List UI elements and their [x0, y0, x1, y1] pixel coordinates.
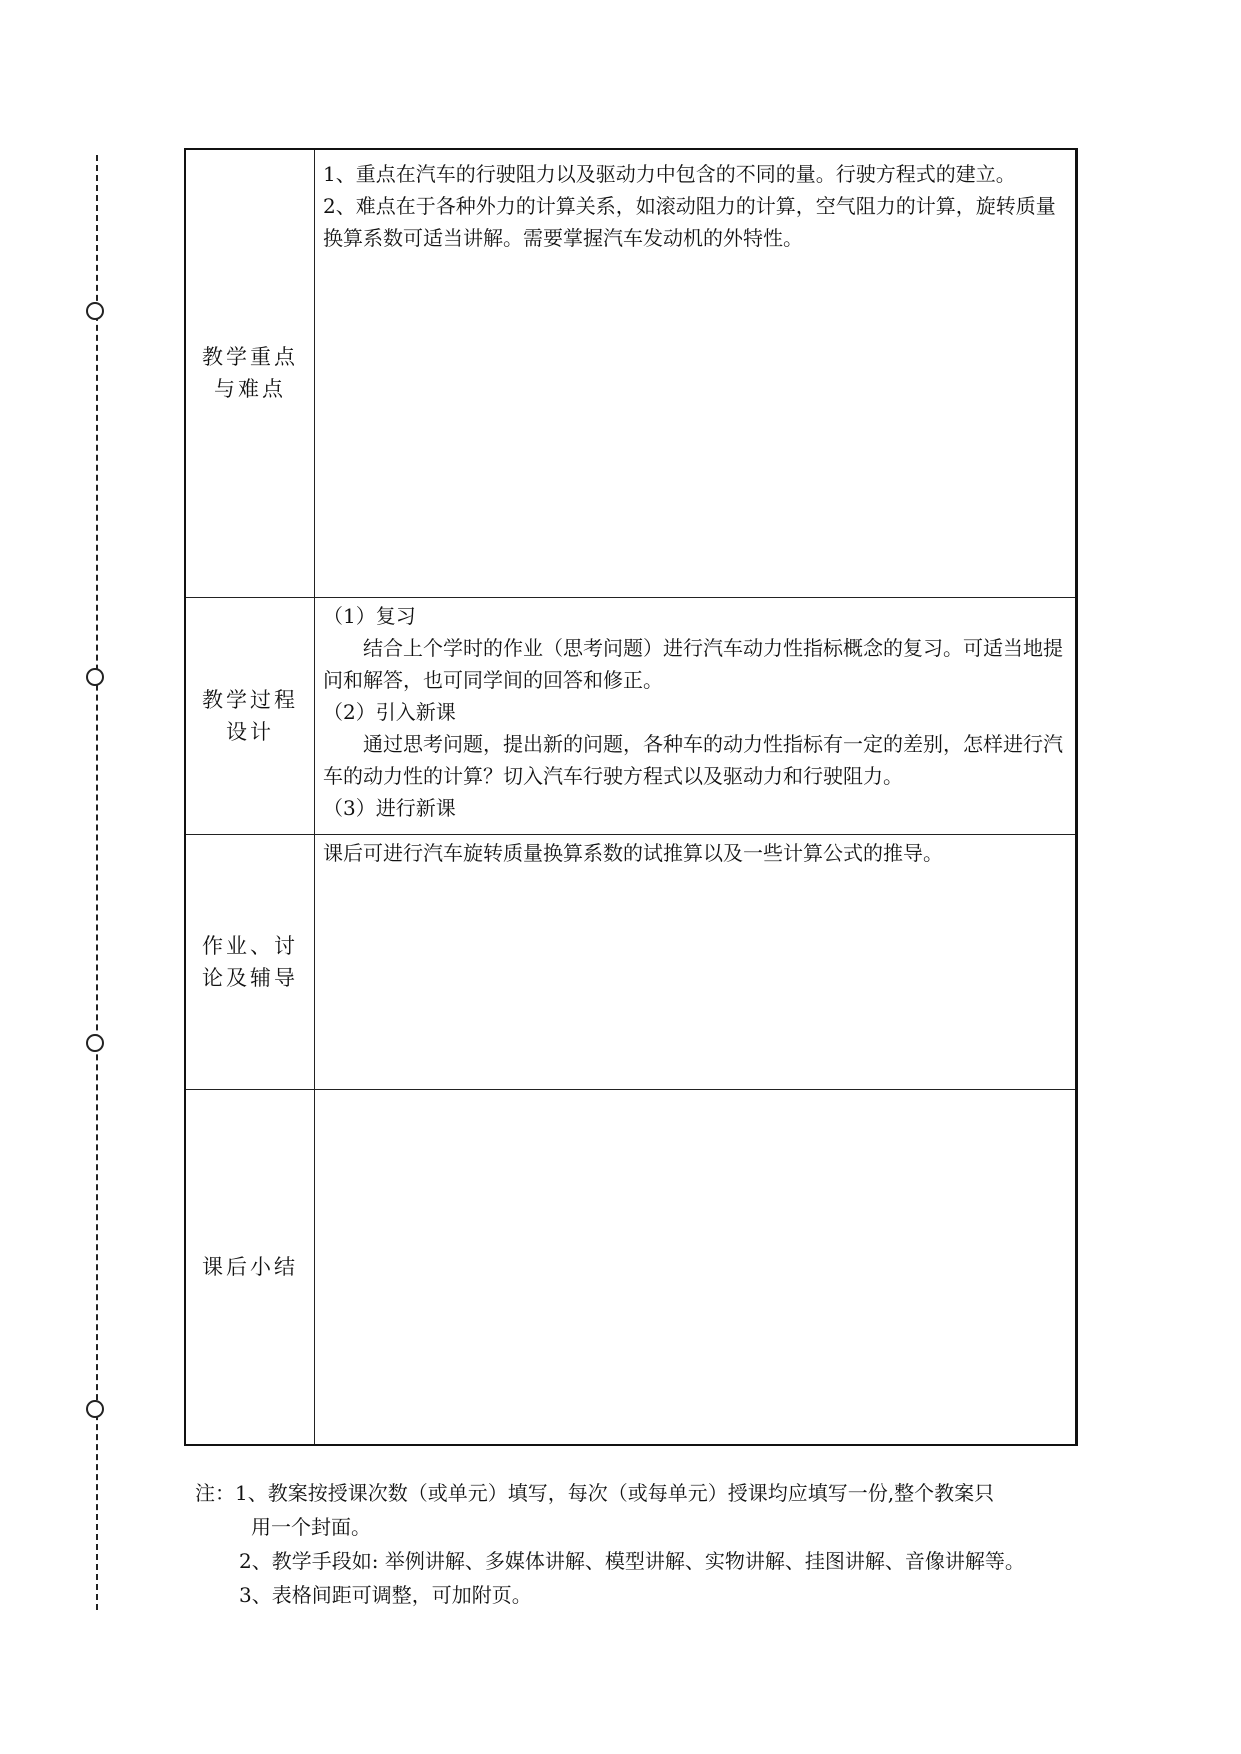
label-homework: [185, 834, 315, 1089]
content-process-design: [315, 597, 1077, 834]
process-review-text: 结合上个学时的作业（思考问题）进行汽车动力性指标概念的复习。可适当地提问和解答，也可同学间的回答和修正。: [323, 635, 1063, 692]
label-process-design: [185, 597, 315, 834]
content-key-points: [315, 149, 1077, 597]
table-row-homework: [185, 834, 1077, 1089]
label-line: 教学重点: [202, 345, 298, 370]
lesson-plan-table: [184, 148, 1078, 1446]
binding-dashed-line: [96, 155, 98, 1610]
label-line: 作业、讨: [202, 933, 298, 958]
label-line: 设计: [226, 719, 274, 744]
process-heading-intro: （2）引入新课: [323, 699, 456, 724]
label-line: 课后小结: [202, 1254, 298, 1279]
notes-section: [195, 1476, 1095, 1612]
note-3: 3、表格间距可调整，可加附页。: [239, 1583, 532, 1607]
label-summary: [185, 1089, 315, 1445]
content-homework: [315, 834, 1077, 1089]
process-heading-review: （1）复习: [323, 603, 416, 628]
key-point-1: 1、重点在汽车的行驶阻力以及驱动力中包含的不同的量。行驶方程式的建立。: [323, 162, 1016, 186]
table-row-summary: [185, 1089, 1077, 1445]
binding-hole-4: [86, 1400, 104, 1418]
label-line: 与难点: [214, 377, 286, 402]
label-key-points: [185, 149, 315, 597]
note-2: 2、教学手段如: 举例讲解、多媒体讲解、模型讲解、实物讲解、挂图讲解、音像讲解等。: [239, 1549, 1025, 1573]
homework-text: 课后可进行汽车旋转质量换算系数的试推算以及一些计算公式的推导。: [323, 840, 943, 865]
key-point-2: 2、难点在于各种外力的计算关系，如滚动阻力的计算，空气阻力的计算，旋转质量换算系数可适当讲解。需要掌握汽车发动机的外特性。: [323, 194, 1056, 250]
note-1: 注：1、教案按授课次数（或单元）填写，每次（或每单元）授课均应填写一份,整个教案只: [195, 1481, 995, 1505]
label-line: 教学过程: [202, 687, 298, 712]
process-heading-new-lesson: （3）进行新课: [323, 795, 456, 820]
process-intro-text: 通过思考问题，提出新的问题，各种车的动力性指标有一定的差别，怎样进行汽车的动力性的计算？切入汽车行驶方程式以及驱动力和行驶阻力。: [323, 731, 1063, 788]
content-summary: [315, 1089, 1077, 1445]
table-row-key-points: [185, 149, 1077, 597]
binding-hole-2: [86, 668, 104, 686]
label-line: 论及辅导: [202, 965, 298, 990]
binding-hole-3: [86, 1034, 104, 1052]
binding-hole-1: [86, 302, 104, 320]
note-1-continuation: 用一个封面。: [251, 1515, 371, 1539]
table-row-process-design: [185, 597, 1077, 834]
